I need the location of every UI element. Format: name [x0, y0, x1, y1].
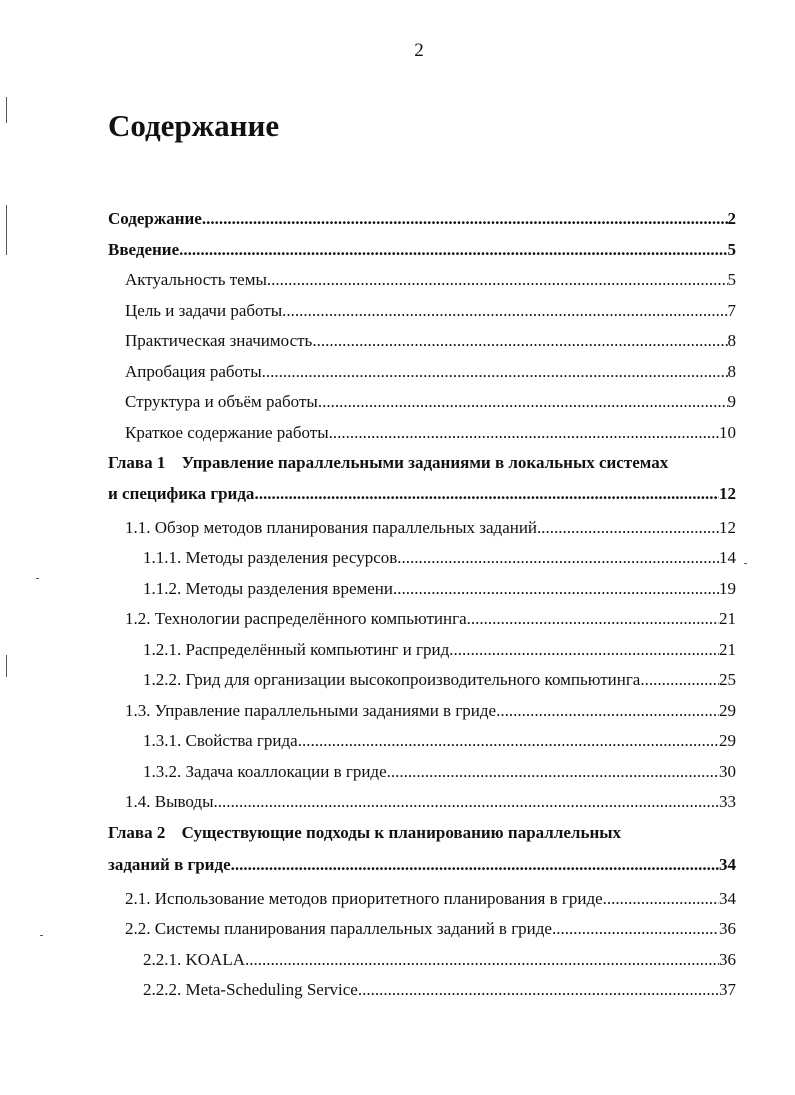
toc-entry-title: 1.2.2. Грид для организации высокопроизводительного компьютинга [143, 670, 641, 689]
toc-entry[interactable] [108, 758, 736, 789]
scan-speck [744, 563, 747, 564]
toc-chapter-entry-continued[interactable] [108, 480, 736, 514]
toc-leader-dots [537, 514, 719, 542]
toc-entry-page: 34 [719, 854, 736, 874]
toc-entry[interactable] [108, 697, 736, 728]
toc-entry-page: 12 [719, 483, 736, 503]
toc-entry-title: 1.1.2. Методы разделения времени [143, 578, 393, 598]
toc-leader-dots [496, 697, 719, 725]
toc-leader-dots [262, 358, 728, 386]
toc-entry[interactable] [108, 236, 736, 267]
toc-chapter-label: Глава 1 [108, 453, 166, 472]
toc-entry[interactable] [108, 327, 736, 358]
toc-chapter-entry-continued[interactable] [108, 851, 736, 885]
toc-entry-page: 37 [719, 980, 736, 999]
toc-entry-title: 1.4. Выводы [125, 792, 214, 811]
toc-entry-title: 1.1. Обзор методов планирования параллельных заданий [125, 517, 538, 537]
toc-entry-page: 2 [727, 209, 736, 228]
toc-entry[interactable] [108, 297, 736, 328]
toc-entry-page: 36 [719, 919, 736, 938]
toc-entry[interactable] [108, 358, 736, 389]
toc-entry[interactable] [108, 205, 736, 236]
toc-entry[interactable] [108, 636, 736, 667]
toc-entry-page: 12 [719, 517, 736, 537]
toc-entry-title: Содержание [108, 209, 202, 228]
toc-entry-title: 2.2. Системы планирования параллельных заданий в гриде [125, 919, 552, 938]
toc-entry[interactable] [108, 419, 736, 450]
toc-entry-title: Апробация работы [125, 361, 262, 381]
toc-entry[interactable] [108, 514, 736, 545]
toc-entry[interactable] [108, 575, 736, 606]
toc-leader-dots [312, 327, 727, 355]
toc-leader-dots [282, 297, 727, 325]
toc-entry[interactable] [108, 788, 736, 819]
toc-entry-title: 1.2. Технологии распределённого компьютинга [125, 609, 467, 628]
toc-leader-dots [449, 636, 719, 664]
toc-leader-dots [318, 388, 728, 416]
toc-entry-title: 2.2.2. Meta-Scheduling Service [143, 980, 358, 999]
toc-entry-page: 36 [719, 949, 736, 969]
toc-entry-title: 1.3.1. Свойства грида [143, 731, 298, 750]
toc-entry-title: 2.1. Использование методов приоритетного планирования в гриде [125, 888, 603, 908]
toc-chapter-title: Управление параллельными заданиями в локальных системах [181, 453, 669, 472]
toc-entry-page: 5 [727, 270, 736, 289]
toc-entry-title: Структура и объём работы [125, 392, 318, 411]
toc-chapter-label: Глава 2 [108, 822, 166, 842]
toc-leader-dots [603, 885, 719, 913]
toc-entry-page: 21 [719, 609, 736, 628]
toc-leader-dots [179, 236, 727, 264]
toc-chapter-title-cont: и специфика грида [108, 483, 255, 503]
scan-margin-mark [6, 205, 7, 255]
scan-speck [36, 578, 39, 579]
toc-entry-title: 1.3. Управление параллельными заданиями в гриде [125, 700, 497, 720]
toc-chapter-title: Существующие подходы к планированию параллельных [181, 822, 622, 842]
toc-entry[interactable] [108, 946, 736, 977]
toc-leader-dots [267, 266, 728, 294]
toc-entry-page: 19 [719, 578, 736, 598]
toc-entry-page: 9 [727, 392, 736, 411]
toc-entry[interactable] [108, 544, 736, 575]
toc-entry-title: 2.2.1. KOALA [143, 949, 245, 969]
toc-entry-title: Краткое содержание работы [125, 422, 329, 442]
toc-entry-title: Введение [108, 239, 180, 259]
toc-entry-title: 1.1.1. Методы разделения ресурсов [143, 548, 398, 567]
toc-leader-dots [231, 851, 719, 879]
toc-entry[interactable] [108, 727, 736, 758]
page-title: Содержание [108, 108, 280, 143]
toc-leader-dots [552, 915, 719, 943]
toc-entry-page: 25 [719, 670, 736, 689]
toc-entry-page: 8 [727, 361, 736, 381]
toc-chapter-entry[interactable] [108, 449, 736, 480]
scan-margin-mark [6, 655, 7, 677]
toc-leader-dots [214, 788, 719, 816]
toc-entry-page: 34 [719, 888, 736, 908]
toc-entry-page: 10 [719, 422, 736, 442]
toc-leader-dots [358, 976, 719, 1004]
toc-entry[interactable] [108, 915, 736, 946]
toc-entry-page: 21 [719, 639, 736, 659]
toc-leader-dots [467, 605, 719, 633]
toc-chapter-title-cont: заданий в гриде [108, 854, 231, 874]
toc-entry[interactable] [108, 266, 736, 297]
toc-leader-dots [298, 727, 719, 755]
toc-entry-page: 5 [727, 239, 736, 259]
toc-chapter-entry[interactable] [108, 819, 736, 851]
toc-entry[interactable] [108, 666, 736, 697]
toc-entry-page: 14 [719, 548, 736, 567]
toc-entry-title: 1.3.2. Задача коаллокации в гриде [143, 761, 387, 781]
toc-entry-page: 8 [727, 331, 736, 350]
toc-entry-title: Актуальность темы [125, 270, 267, 289]
scan-margin-mark [6, 97, 7, 123]
toc-entry-title: Практическая значимость [125, 331, 313, 350]
scan-speck [40, 935, 43, 936]
toc-leader-dots [254, 480, 719, 508]
page-number: 2 [414, 40, 424, 61]
toc-leader-dots [640, 666, 719, 694]
toc-leader-dots [393, 575, 719, 603]
toc-entry-page: 30 [719, 761, 736, 781]
toc-entry-title: 1.2.1. Распределённый компьютинг и грид [143, 639, 450, 659]
table-of-contents [108, 205, 736, 1007]
toc-entry[interactable] [108, 605, 736, 636]
toc-leader-dots [202, 205, 728, 233]
toc-entry-page: 29 [719, 731, 736, 750]
toc-leader-dots [397, 544, 719, 572]
toc-leader-dots [329, 419, 719, 447]
toc-entry[interactable] [108, 976, 736, 1007]
toc-entry[interactable] [108, 388, 736, 419]
toc-leader-dots [387, 758, 719, 786]
toc-entry-page: 7 [727, 300, 736, 320]
toc-leader-dots [245, 946, 719, 974]
toc-entry[interactable] [108, 885, 736, 916]
toc-entry-page: 33 [719, 792, 736, 811]
toc-entry-page: 29 [719, 700, 736, 720]
toc-entry-title: Цель и задачи работы [125, 300, 283, 320]
